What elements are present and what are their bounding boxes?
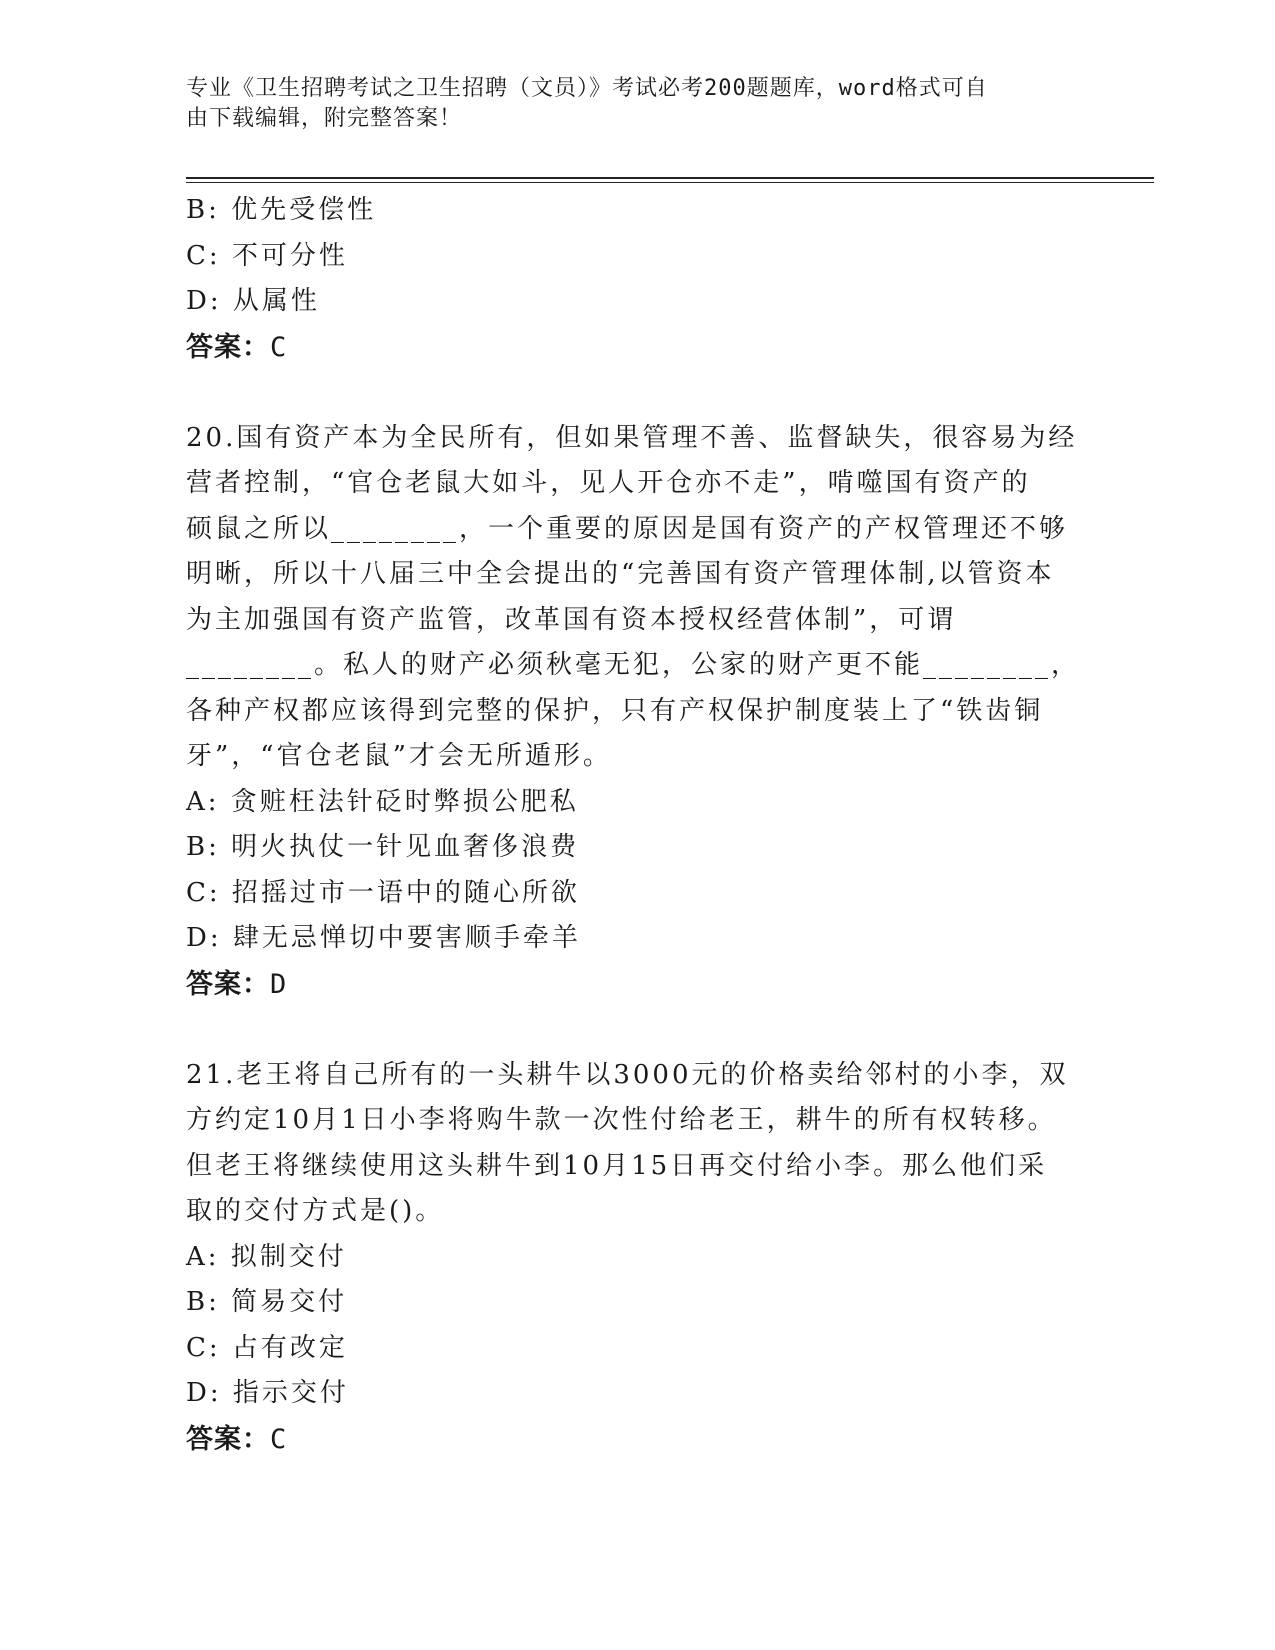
q19-answer-value: C <box>270 331 288 363</box>
q19-answer-label: 答案： <box>186 331 270 363</box>
q20-text-line: 牙”，“官仓老鼠”才会无所遁形。 <box>186 741 612 771</box>
q20-text-line: 明晰，所以十八届三中全会提出的“完善国有资产管理体制,以管资本 <box>186 559 1055 589</box>
q20-text-line: 20.国有资产本为全民所有，但如果管理不善、监督缺失，很容易为经 <box>186 422 1078 453</box>
question-21 <box>186 1053 1069 1463</box>
header-divider-thick <box>186 177 1154 179</box>
q21-text-line: 方约定10月1日小李将购牛款一次性付给老王，耕牛的所有权转移。 <box>186 1105 1057 1135</box>
header-divider-thin <box>186 182 1154 183</box>
q21-answer-label: 答案： <box>186 1423 270 1455</box>
spacer <box>186 1007 1066 1053</box>
q19-option-b: B: 优先受偿性 <box>186 195 377 225</box>
q20-answer <box>186 962 1066 1008</box>
spacer <box>186 370 1066 416</box>
q20-text-line: 为主加强国有资产监管，改革国有资本授权经营体制”，可谓 <box>186 604 957 635</box>
q20-answer-value: D <box>270 968 288 1000</box>
q20-text-line: 各种产权都应该得到完整的保护，只有产权保护制度装上了“铁齿铜 <box>186 695 1044 726</box>
q20-option-a: A: 贪赃枉法针砭时弊损公肥私 <box>186 786 579 817</box>
q21-option-c: C: 占有改定 <box>186 1332 348 1363</box>
q20-option-d: D: 肆无忌惮切中要害顺手牵羊 <box>186 923 581 953</box>
q21-answer <box>186 1417 1066 1463</box>
q20-option-c: C: 招摇过市一语中的随心所欲 <box>186 877 580 908</box>
q20-answer-label: 答案： <box>186 968 270 1000</box>
header-line-2: 由下载编辑，附完整答案！ <box>186 106 463 131</box>
q20-text-line: 硕鼠之所以________，一个重要的原因是国有资产的产权管理还不够 <box>186 513 1069 544</box>
q19-answer <box>186 325 1066 371</box>
q20-text-line: ________。私人的财产必须秋毫无犯，公家的财产更不能________， <box>186 650 1081 680</box>
q21-option-b: B: 简易交付 <box>186 1287 348 1317</box>
q21-text-line: 取的交付方式是()。 <box>186 1196 445 1226</box>
q21-text-line: 21.老王将自己所有的一头耕牛以3000元的价格卖给邻村的小李，双 <box>186 1059 1069 1090</box>
q20-text-line: 营者控制，“官仓老鼠大如斗，见人开仓亦不走”，啃噬国有资产的 <box>186 468 1031 498</box>
q19-option-c: C: 不可分性 <box>186 240 348 271</box>
q21-answer-value: C <box>270 1423 288 1455</box>
document-header <box>186 74 1066 134</box>
q21-option-d: D: 指示交付 <box>186 1378 349 1408</box>
q21-option-a: A: 拟制交付 <box>186 1241 347 1272</box>
question-19-options <box>186 188 1066 370</box>
header-line-1: 专业《卫生招聘考试之卫生招聘（文员）》考试必考200题题库，word格式可自 <box>186 76 988 101</box>
q20-option-b: B: 明火执仗一针见血奢侈浪费 <box>186 832 580 862</box>
q19-option-d: D: 从属性 <box>186 286 320 316</box>
question-content <box>186 188 1081 1462</box>
question-20 <box>186 416 1081 1008</box>
q21-text-line: 但老王将继续使用这头耕牛到10月15日再交付给小李。那么他们采 <box>186 1150 1048 1181</box>
